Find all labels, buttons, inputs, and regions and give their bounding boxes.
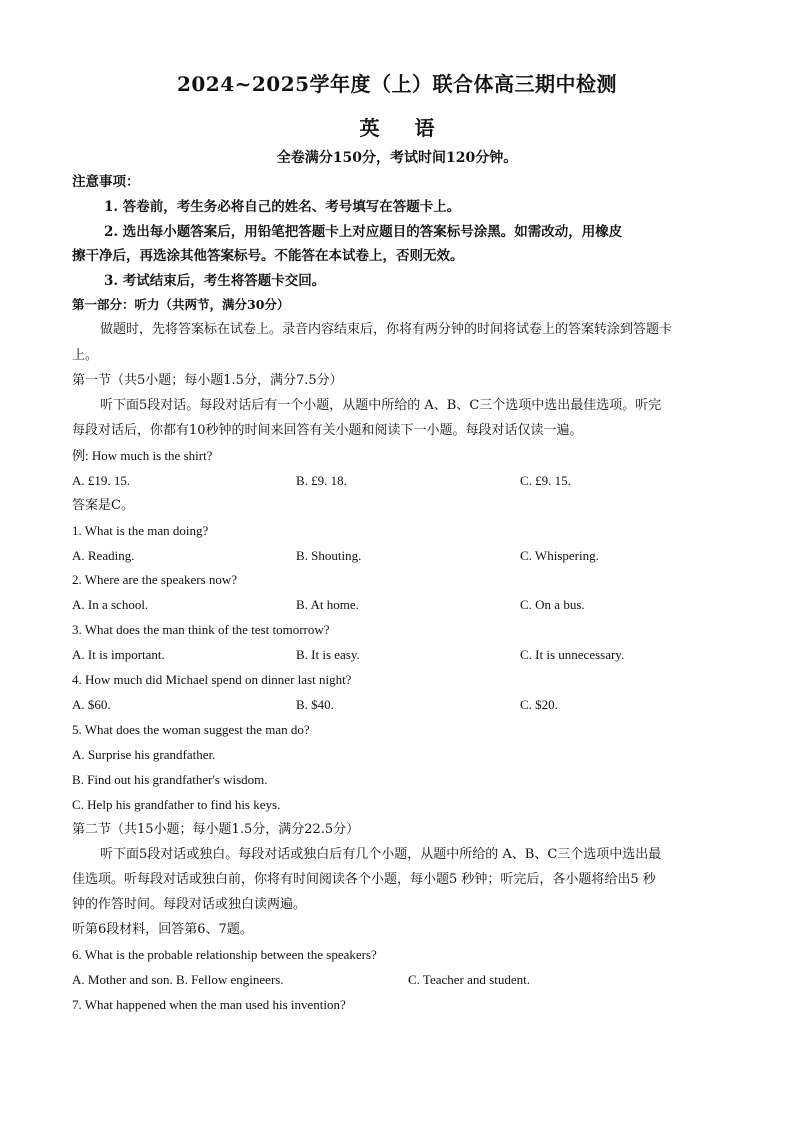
q5-option-c: C. Help his grandfather to find his keys. [72, 797, 281, 812]
q2-option-b: B. At home. [296, 597, 359, 612]
subject-title: 英 语 [359, 116, 449, 140]
question-6: 6. What is the probable relationship between the speakers? [72, 947, 377, 962]
question-1: 1. What is the man doing? [72, 523, 209, 538]
example-option-b: B. £9. 18. [296, 473, 347, 488]
q3-option-a: A. It is important. [72, 647, 165, 662]
section1-intro-2: 每段对话后，你都有10秒钟的时间来回答有关小题和阅读下一小题。每段对话仅读一遍。 [72, 423, 583, 438]
question-4: 4. How much did Michael spend on dinner last night? [72, 672, 352, 687]
question-5: 5. What does the woman suggest the man do? [72, 722, 310, 737]
part1-intro-2: 上。 [72, 348, 99, 363]
q4-option-a: A. $60. [72, 697, 111, 712]
notice-item-2-cont: 擦干净后，再选涂其他答案标号。不能答在本试卷上，否则无效。 [72, 248, 464, 264]
section2-intro-1: 听下面5段对话或独白。每段对话或独白后有几个小题，从题中所给的 A、B、C三个选项中选出最 [100, 847, 662, 862]
q3-option-b: B. It is easy. [296, 647, 360, 662]
part1-heading: 第一部分：听力（共两节，满分30分） [72, 297, 290, 312]
notice-item-2: 2. 选出每小题答案后，用铅笔把答题卡上对应题目的答案标号涂黑。如需改动，用橡皮 [104, 224, 623, 240]
notice-item-1: 1. 答卷前，考生务必将自己的姓名、考号填写在答题卡上。 [104, 199, 461, 215]
q4-option-b: B. $40. [296, 697, 334, 712]
q1-option-a: A. Reading. [72, 548, 135, 563]
q6-options-ab: A. Mother and son. B. Fellow engineers. [72, 972, 284, 987]
q5-option-b: B. Find out his grandfather's wisdom. [72, 772, 268, 787]
notice-heading: 注意事项： [72, 174, 140, 190]
example-option-c: C. £9. 15. [520, 473, 571, 488]
q4-option-c: C. $20. [520, 697, 558, 712]
section1-heading: 第一节（共5小题；每小题1.5分，满分7.5分） [72, 373, 343, 388]
q1-option-b: B. Shouting. [296, 548, 362, 563]
q5-option-a: A. Surprise his grandfather. [72, 747, 216, 762]
section2-heading: 第二节（共15小题；每小题1.5分，满分22.5分） [72, 822, 360, 837]
material-6-heading: 听第6段材料，回答第6、7题。 [72, 922, 253, 937]
example-question: 例: How much is the shirt? [72, 448, 213, 463]
section2-intro-3: 钟的作答时间。每段对话或独白读两遍。 [72, 897, 307, 912]
part1-intro-1: 做题时，先将答案标在试卷上。录音内容结束后，你将有两分钟的时间将试卷上的答案转涂到答题卡 [100, 322, 673, 337]
example-option-a: A. £19. 15. [72, 473, 131, 488]
q6-option-c: C. Teacher and student. [408, 972, 530, 987]
section2-intro-2: 佳选项。听每段对话或独白前，你将有时间阅读各个小题，每小题5 秒钟；听完后，各小题将给出5 秒 [72, 872, 656, 887]
q2-option-c: C. On a bus. [520, 597, 585, 612]
score-info: 全卷满分150分，考试时间120分钟。 [276, 150, 518, 166]
question-7: 7. What happened when the man used his invention? [72, 997, 346, 1012]
question-3: 3. What does the man think of the test tomorrow? [72, 622, 330, 637]
notice-item-3: 3. 考试结束后，考生将答题卡交回。 [104, 273, 326, 289]
example-answer: 答案是C。 [72, 498, 134, 513]
q2-option-a: A. In a school. [72, 597, 149, 612]
exam-title: 2024~2025学年度（上）联合体高三期中检测 [176, 72, 618, 96]
question-2: 2. Where are the speakers now? [72, 572, 238, 587]
section1-intro-1: 听下面5段对话。每段对话后有一个小题，从题中所给的 A、B、C三个选项中选出最佳选项。听完 [100, 398, 662, 413]
q1-option-c: C. Whispering. [520, 548, 599, 563]
q3-option-c: C. It is unnecessary. [520, 647, 625, 662]
